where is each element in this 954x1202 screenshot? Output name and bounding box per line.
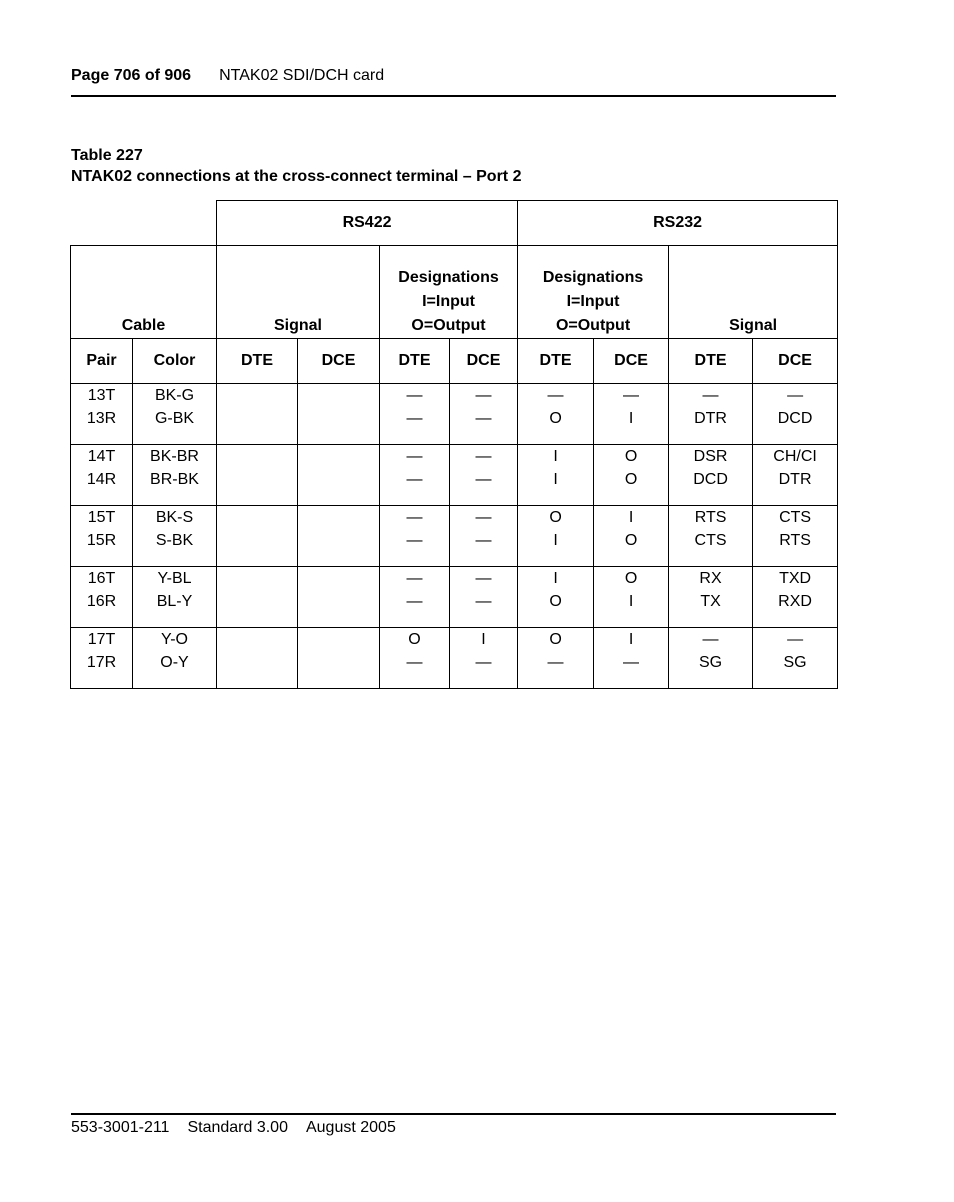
rs232-designation-dte-line: I <box>553 570 558 587</box>
rs422-signal-dce-cell <box>298 506 380 567</box>
pair-line: 14T <box>87 448 116 465</box>
rs232-signal-dce-line: DCD <box>777 410 813 427</box>
rs232-designation-dte-line: — <box>547 387 564 404</box>
rs422-signal-dce-line <box>298 590 379 613</box>
rs232-designation-dce-line: — <box>623 387 640 404</box>
color-cell <box>133 384 217 445</box>
rs232-signal-dce-cell <box>753 445 838 506</box>
color-line: BL-Y <box>156 593 193 610</box>
color-cell <box>133 567 217 628</box>
column-header-pair: Pair <box>71 339 133 384</box>
pair-line: 13T <box>87 387 116 404</box>
rs232-designation-dte-cell <box>518 445 594 506</box>
rs232-designation-dte-line: O <box>549 410 562 427</box>
rs232-designation-dce-line: — <box>623 654 640 671</box>
rs232-signal-header: Signal <box>669 246 838 339</box>
rs232-signal-dte-line: TX <box>700 593 721 610</box>
rs232-signal-dce-cell <box>753 567 838 628</box>
rs422-designation-dce-line: — <box>475 410 492 427</box>
rs422-signal-dte-line <box>217 468 297 491</box>
rs422-signal-dte-line <box>217 590 297 613</box>
rs232-signal-dce-line: CTS <box>779 509 812 526</box>
rs422-signal-dce-line <box>298 567 379 590</box>
input-legend: I=Input <box>422 293 475 310</box>
table-row <box>71 445 838 506</box>
header-divider <box>71 95 836 97</box>
color-line: BK-S <box>155 509 194 526</box>
rs232-designation-dce-cell <box>594 628 669 689</box>
rs422-designation-dce-line: — <box>475 570 492 587</box>
rs232-signal-dte-line: DCD <box>693 471 728 488</box>
rs422-designation-dte-cell <box>380 506 450 567</box>
rs422-signal-dce-line <box>298 445 379 468</box>
rs422-designations-header <box>380 246 518 339</box>
pair-line: 17T <box>87 631 116 648</box>
pair-line: 15R <box>86 532 117 549</box>
rs232-signal-dte-line: SG <box>698 654 723 671</box>
rs232-designation-dce-line: O <box>624 570 638 587</box>
rs422-designation-dte-line: O <box>408 631 421 648</box>
rs422-designation-dte-cell <box>380 567 450 628</box>
empty-corner <box>71 201 217 246</box>
pair-line: 16T <box>87 570 116 587</box>
rs422-designation-dce-line: — <box>475 509 492 526</box>
output-legend: O=Output <box>555 317 631 334</box>
rs422-signal-dte-line <box>217 529 297 552</box>
column-header-row <box>71 339 838 384</box>
rs422-designation-dce-cell <box>450 445 518 506</box>
section-title: NTAK02 SDI/DCH card <box>219 67 385 84</box>
group-header-row <box>71 201 838 246</box>
table-title: NTAK02 connections at the cross-connect terminal – Port 2 <box>71 168 522 185</box>
rs232-signal-dce-line: DTR <box>778 471 812 488</box>
rs232-designation-dte-cell <box>518 628 594 689</box>
rs422-designation-dce-line: — <box>475 654 492 671</box>
rs232-signal-dte-cell <box>669 384 753 445</box>
rs422-signal-dte-cell <box>217 384 298 445</box>
pair-line: 14R <box>86 471 117 488</box>
table-number: Table 227 <box>71 147 143 164</box>
pair-line: 13R <box>86 410 117 427</box>
rs232-designation-dte-line: I <box>553 448 558 465</box>
rs422-designation-dce-line: — <box>475 387 492 404</box>
rs422-header: RS422 <box>217 201 518 246</box>
rs232-designation-dte-line: I <box>553 532 558 549</box>
rs232-signal-dce-cell <box>753 384 838 445</box>
rs422-signal-dte-line <box>217 628 297 651</box>
rs232-designations-header <box>518 246 669 339</box>
rs232-designation-dce-line: I <box>628 509 634 526</box>
rs422-signal-dte-cell <box>217 445 298 506</box>
rs422-designation-dte-line: — <box>406 448 423 465</box>
section-header-row <box>71 246 838 339</box>
rs422-designation-dte-line: — <box>406 387 423 404</box>
rs422-designation-dce-line: — <box>475 448 492 465</box>
table-row <box>71 628 838 689</box>
rs422-designation-dce-cell <box>450 506 518 567</box>
rs232-designation-dce-cell <box>594 506 669 567</box>
table-caption <box>71 145 836 187</box>
table-row <box>71 384 838 445</box>
color-line: S-BK <box>155 532 194 549</box>
rs232-designation-dce-cell <box>594 567 669 628</box>
rs232-signal-dte-line: RTS <box>694 509 727 526</box>
rs232-designation-dce-line: O <box>624 532 638 549</box>
rs232-signal-dte-line: DSR <box>693 448 728 465</box>
rs232-signal-dce-line: — <box>787 631 804 648</box>
designations-label: Designations <box>398 269 499 286</box>
rs422-designation-dce-line: I <box>481 631 486 648</box>
rs422-designation-dte-line: — <box>406 532 423 549</box>
color-line: BK-BR <box>150 448 199 465</box>
cable-header: Cable <box>71 246 217 339</box>
color-line: Y-BL <box>157 570 192 587</box>
rs232-signal-dce-line: SG <box>783 654 807 671</box>
rs232-signal-dte-line: RX <box>699 570 722 587</box>
rs422-designation-dce-cell <box>450 567 518 628</box>
rs422-signal-dte-line <box>217 567 297 590</box>
page-footer <box>71 1118 414 1138</box>
rs422-signal-dce-cell <box>298 628 380 689</box>
connections-table <box>70 200 838 689</box>
rs232-designation-dte-line: O <box>549 509 562 526</box>
rs232-signal-dte-line: — <box>702 387 719 404</box>
footer-divider <box>71 1113 836 1115</box>
rs232-signal-dce-line: TXD <box>779 570 812 587</box>
page-header <box>71 66 836 86</box>
rs422-signal-header: Signal <box>217 246 380 339</box>
rs422-designation-dte-line: — <box>406 471 423 488</box>
column-header-rs422-designation-dte: DTE <box>380 339 450 384</box>
rs422-signal-dce-cell <box>298 445 380 506</box>
rs422-signal-dce-cell <box>298 567 380 628</box>
rs232-designation-dte-cell <box>518 506 594 567</box>
rs232-designation-dce-line: O <box>624 448 638 465</box>
rs422-designation-dte-line: — <box>406 410 423 427</box>
color-cell <box>133 445 217 506</box>
color-line: BK-G <box>154 387 195 404</box>
pair-cell <box>71 445 133 506</box>
table-row <box>71 506 838 567</box>
rs422-signal-dte-cell <box>217 506 298 567</box>
rs232-signal-dce-cell <box>753 506 838 567</box>
rs232-designation-dce-line: I <box>628 631 634 648</box>
rs422-signal-dte-cell <box>217 628 298 689</box>
rs422-designation-dce-line: — <box>475 471 492 488</box>
rs422-signal-dce-line <box>298 506 379 529</box>
rs232-signal-dte-cell <box>669 445 753 506</box>
rs422-signal-dte-line <box>217 506 297 529</box>
rs422-signal-dce-line <box>298 384 379 407</box>
rs232-designation-dce-line: I <box>628 410 634 427</box>
rs422-signal-dte-line <box>217 651 297 674</box>
rs232-signal-dce-cell <box>753 628 838 689</box>
input-legend: I=Input <box>566 293 620 310</box>
document-number: 553-3001-211 <box>71 1119 170 1136</box>
rs232-designation-dte-line: O <box>549 631 562 648</box>
table-body <box>71 384 838 689</box>
column-header-rs422-signal-dce: DCE <box>298 339 380 384</box>
pair-line: 16R <box>86 593 117 610</box>
rs422-signal-dte-line <box>217 445 297 468</box>
rs232-designation-dce-cell <box>594 384 669 445</box>
rs422-designation-dce-cell <box>450 628 518 689</box>
pair-cell <box>71 567 133 628</box>
column-header-color: Color <box>133 339 217 384</box>
rs232-signal-dte-cell <box>669 628 753 689</box>
column-header-rs232-designation-dte: DTE <box>518 339 594 384</box>
rs232-signal-dce-line: — <box>787 387 804 404</box>
column-header-rs232-signal-dce: DCE <box>753 339 838 384</box>
rs422-designation-dce-line: — <box>475 532 492 549</box>
rs232-header: RS232 <box>518 201 838 246</box>
rs422-signal-dte-line <box>217 384 297 407</box>
column-header-rs232-signal-dte: DTE <box>669 339 753 384</box>
rs422-designation-dte-line: — <box>406 509 423 526</box>
rs232-designation-dte-cell <box>518 567 594 628</box>
pair-cell <box>71 384 133 445</box>
rs232-signal-dce-line: RXD <box>778 593 812 610</box>
color-line: BR-BK <box>150 471 199 488</box>
color-line: Y-O <box>161 631 188 648</box>
pair-cell <box>71 628 133 689</box>
rs232-designation-dte-cell <box>518 384 594 445</box>
rs232-designation-dte-line: — <box>547 654 564 671</box>
rs422-signal-dce-line <box>298 407 379 430</box>
rs232-signal-dte-line: — <box>702 631 719 648</box>
pair-line: 15T <box>87 509 116 526</box>
pair-cell <box>71 506 133 567</box>
rs232-signal-dte-cell <box>669 506 753 567</box>
column-header-rs422-designation-dce: DCE <box>450 339 518 384</box>
rs422-signal-dte-line <box>217 407 297 430</box>
rs422-designation-dce-line: — <box>475 593 492 610</box>
color-cell <box>133 628 217 689</box>
rs232-signal-dce-line: CH/CI <box>773 448 817 465</box>
rs232-signal-dte-line: CTS <box>694 532 727 549</box>
rs422-signal-dte-cell <box>217 567 298 628</box>
rs422-signal-dce-line <box>298 628 379 651</box>
designations-label: Designations <box>542 269 644 286</box>
rs232-signal-dte-line: DTR <box>694 410 727 427</box>
rs422-signal-dce-line <box>298 651 379 674</box>
color-line: G-BK <box>154 410 195 427</box>
rs232-designation-dce-line: O <box>624 471 638 488</box>
color-cell <box>133 506 217 567</box>
standard-version: Standard 3.00 <box>187 1119 288 1136</box>
rs422-designation-dte-line: — <box>406 654 423 671</box>
rs422-designation-dte-cell <box>380 628 450 689</box>
rs232-designation-dce-cell <box>594 445 669 506</box>
rs422-signal-dce-line <box>298 468 379 491</box>
color-line: O-Y <box>160 654 189 671</box>
rs422-designation-dte-line: — <box>406 570 423 587</box>
rs422-signal-dce-line <box>298 529 379 552</box>
table-row <box>71 567 838 628</box>
column-header-rs422-signal-dte: DTE <box>217 339 298 384</box>
rs422-designation-dte-cell <box>380 384 450 445</box>
rs232-designation-dte-line: I <box>553 471 558 488</box>
rs232-designation-dce-line: I <box>628 593 634 610</box>
column-header-rs232-designation-dce: DCE <box>594 339 669 384</box>
rs232-signal-dte-cell <box>669 567 753 628</box>
page-number: Page 706 of 906 <box>71 67 192 84</box>
rs232-signal-dce-line: RTS <box>779 532 811 549</box>
rs422-designation-dte-line: — <box>406 593 423 610</box>
output-legend: O=Output <box>411 317 486 334</box>
rs422-signal-dce-cell <box>298 384 380 445</box>
rs422-designation-dte-cell <box>380 445 450 506</box>
rs422-designation-dce-cell <box>450 384 518 445</box>
publication-date: August 2005 <box>305 1119 396 1136</box>
rs232-designation-dte-line: O <box>549 593 562 610</box>
pair-line: 17R <box>86 654 117 671</box>
